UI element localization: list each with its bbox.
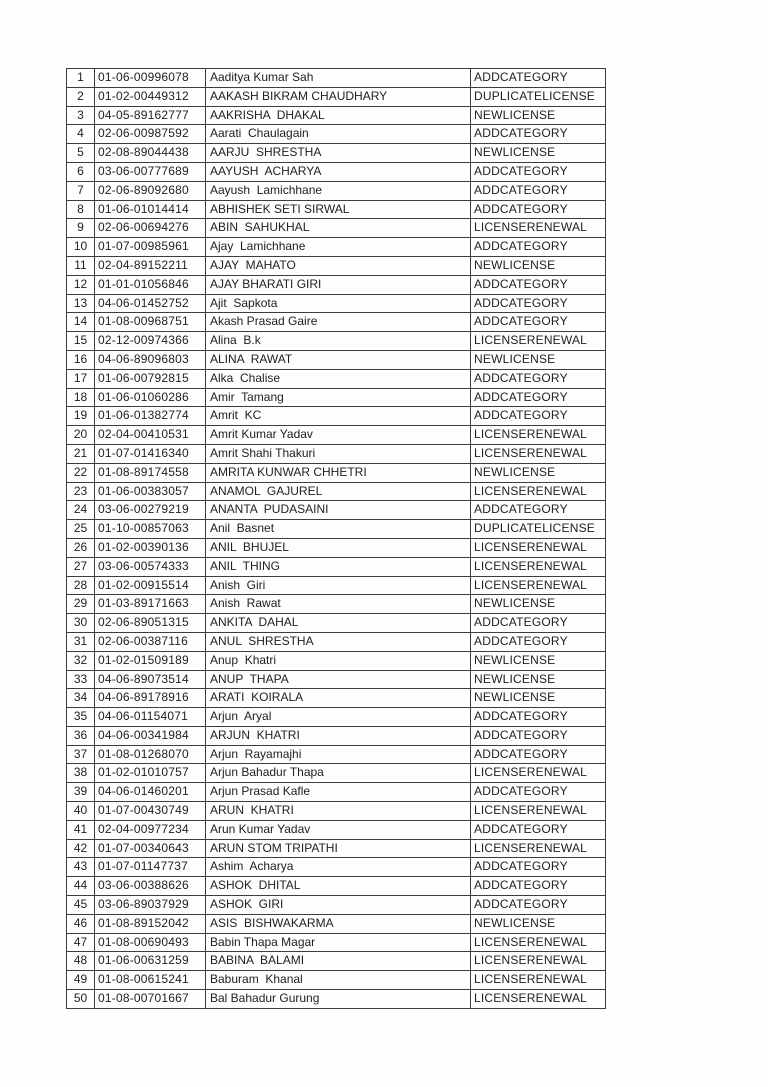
row-index: 37 [67,745,95,764]
license-id: 01-08-00615241 [95,971,206,990]
row-index: 3 [67,106,95,125]
table-row [67,369,606,388]
applicant-name: AJAY BHARATI GIRI [206,275,471,294]
application-type: LICENSERENEWAL [471,952,606,971]
applicant-name: Akash Prasad Gaire [206,313,471,332]
row-index: 46 [67,914,95,933]
license-id: 01-08-00968751 [95,313,206,332]
applicant-name: Anil Basnet [206,520,471,539]
table-row [67,896,606,915]
applicant-name: Amrit KC [206,407,471,426]
applicant-name: ASIS BISHWAKARMA [206,914,471,933]
table-row [67,444,606,463]
application-type: ADDCATEGORY [471,69,606,88]
row-index: 13 [67,294,95,313]
table-row [67,689,606,708]
applicant-name: ANANTA PUDASAINI [206,501,471,520]
row-index: 9 [67,219,95,238]
row-index: 29 [67,595,95,614]
application-type: LICENSERENEWAL [471,538,606,557]
applicant-name: Ashim Acharya [206,858,471,877]
applicant-name: Ajit Sapkota [206,294,471,313]
row-index: 33 [67,670,95,689]
table-row [67,971,606,990]
application-type: NEWLICENSE [471,256,606,275]
applicant-name: ALINA RAWAT [206,350,471,369]
table-row [67,783,606,802]
row-index: 27 [67,557,95,576]
table-row [67,407,606,426]
license-id: 02-04-00977234 [95,820,206,839]
license-id: 04-06-01460201 [95,783,206,802]
license-id: 02-06-00987592 [95,125,206,144]
applicant-name: Amrit Shahi Thakuri [206,444,471,463]
application-type: ADDCATEGORY [471,783,606,802]
application-type: ADDCATEGORY [471,877,606,896]
license-id: 01-07-00340643 [95,839,206,858]
application-type: ADDCATEGORY [471,407,606,426]
application-type: NEWLICENSE [471,463,606,482]
license-id: 01-03-89171663 [95,595,206,614]
application-type: LICENSERENEWAL [471,839,606,858]
row-index: 24 [67,501,95,520]
table-row [67,162,606,181]
table-row [67,708,606,727]
license-id: 01-06-01014414 [95,200,206,219]
row-index: 14 [67,313,95,332]
table-row [67,670,606,689]
row-index: 42 [67,839,95,858]
application-type: ADDCATEGORY [471,125,606,144]
row-index: 6 [67,162,95,181]
row-index: 45 [67,896,95,915]
license-id: 01-02-00449312 [95,87,206,106]
license-id: 04-06-89178916 [95,689,206,708]
table-row [67,181,606,200]
application-type: ADDCATEGORY [471,294,606,313]
application-type: LICENSERENEWAL [471,557,606,576]
applicant-name: ABIN SAHUKHAL [206,219,471,238]
applicant-name: AMRITA KUNWAR CHHETRI [206,463,471,482]
license-id: 01-07-00430749 [95,802,206,821]
row-index: 21 [67,444,95,463]
application-type: ADDCATEGORY [471,708,606,727]
license-id: 02-04-89152211 [95,256,206,275]
row-index: 43 [67,858,95,877]
applicant-name: ANUL SHRESTHA [206,632,471,651]
row-index: 15 [67,332,95,351]
applicant-name: ARUN KHATRI [206,802,471,821]
license-id: 01-06-00383057 [95,482,206,501]
table-row [67,745,606,764]
row-index: 49 [67,971,95,990]
application-type: LICENSERENEWAL [471,933,606,952]
application-type: NEWLICENSE [471,106,606,125]
table-row [67,106,606,125]
application-type: LICENSERENEWAL [471,764,606,783]
license-id: 01-07-01416340 [95,444,206,463]
applicant-name: Ajay Lamichhane [206,238,471,257]
license-records-table [66,68,606,1009]
license-id: 01-02-01010757 [95,764,206,783]
license-id: 01-07-01147737 [95,858,206,877]
license-id: 01-07-00985961 [95,238,206,257]
application-type: LICENSERENEWAL [471,426,606,445]
license-id: 01-06-00996078 [95,69,206,88]
table-row [67,501,606,520]
application-type: NEWLICENSE [471,595,606,614]
table-row [67,87,606,106]
license-id: 03-06-00388626 [95,877,206,896]
applicant-name: Amir Tamang [206,388,471,407]
row-index: 48 [67,952,95,971]
table-row [67,990,606,1009]
license-id: 04-06-01154071 [95,708,206,727]
license-id: 03-06-00279219 [95,501,206,520]
license-id: 03-06-00777689 [95,162,206,181]
table-row [67,839,606,858]
license-id: 03-06-89037929 [95,896,206,915]
table-row [67,933,606,952]
application-type: ADDCATEGORY [471,858,606,877]
row-index: 17 [67,369,95,388]
applicant-name: ASHOK DHITAL [206,877,471,896]
applicant-name: Arjun Bahadur Thapa [206,764,471,783]
application-type: LICENSERENEWAL [471,219,606,238]
row-index: 31 [67,632,95,651]
table-row [67,802,606,821]
applicant-name: Bal Bahadur Gurung [206,990,471,1009]
row-index: 50 [67,990,95,1009]
table-row [67,764,606,783]
license-id: 02-04-00410531 [95,426,206,445]
application-type: LICENSERENEWAL [471,332,606,351]
license-id: 02-08-89044438 [95,144,206,163]
license-id: 01-06-00792815 [95,369,206,388]
table-row [67,914,606,933]
applicant-name: Arjun Prasad Kafle [206,783,471,802]
applicant-name: Arjun Aryal [206,708,471,727]
table-row [67,538,606,557]
row-index: 41 [67,820,95,839]
license-id: 04-05-89162777 [95,106,206,125]
application-type: ADDCATEGORY [471,162,606,181]
row-index: 19 [67,407,95,426]
license-id: 01-08-00690493 [95,933,206,952]
license-id: 01-08-89174558 [95,463,206,482]
table-row [67,256,606,275]
row-index: 38 [67,764,95,783]
table-row [67,125,606,144]
applicant-name: Amrit Kumar Yadav [206,426,471,445]
table-row [67,576,606,595]
license-id: 01-06-01060286 [95,388,206,407]
license-id: 02-06-00387116 [95,632,206,651]
application-type: LICENSERENEWAL [471,802,606,821]
row-index: 34 [67,689,95,708]
table-row [67,858,606,877]
application-type: DUPLICATELICENSE [471,520,606,539]
table-row [67,520,606,539]
table-row [67,726,606,745]
table-row [67,820,606,839]
table-row [67,388,606,407]
license-id: 02-06-89051315 [95,614,206,633]
license-id: 02-06-00694276 [95,219,206,238]
applicant-name: Aaditya Kumar Sah [206,69,471,88]
application-type: LICENSERENEWAL [471,971,606,990]
table-row [67,595,606,614]
applicant-name: ANIL BHUJEL [206,538,471,557]
row-index: 4 [67,125,95,144]
application-type: ADDCATEGORY [471,369,606,388]
applicant-name: ARJUN KHATRI [206,726,471,745]
application-type: ADDCATEGORY [471,501,606,520]
application-type: ADDCATEGORY [471,896,606,915]
row-index: 28 [67,576,95,595]
application-type: ADDCATEGORY [471,313,606,332]
table-row [67,69,606,88]
applicant-name: Arun Kumar Yadav [206,820,471,839]
license-id: 04-06-89073514 [95,670,206,689]
applicant-name: Aayush Lamichhane [206,181,471,200]
row-index: 35 [67,708,95,727]
row-index: 23 [67,482,95,501]
application-type: NEWLICENSE [471,670,606,689]
row-index: 12 [67,275,95,294]
row-index: 5 [67,144,95,163]
license-id: 04-06-01452752 [95,294,206,313]
license-id: 01-02-00915514 [95,576,206,595]
application-type: LICENSERENEWAL [471,482,606,501]
license-id: 01-01-01056846 [95,275,206,294]
application-type: NEWLICENSE [471,350,606,369]
application-type: LICENSERENEWAL [471,990,606,1009]
application-type: ADDCATEGORY [471,820,606,839]
license-id: 01-08-01268070 [95,745,206,764]
application-type: NEWLICENSE [471,651,606,670]
table-row [67,238,606,257]
row-index: 8 [67,200,95,219]
row-index: 36 [67,726,95,745]
table-row [67,952,606,971]
table-row [67,614,606,633]
license-id: 03-06-00574333 [95,557,206,576]
table-row [67,294,606,313]
table-row [67,877,606,896]
license-id: 01-06-00631259 [95,952,206,971]
row-index: 22 [67,463,95,482]
applicant-name: Anish Giri [206,576,471,595]
row-index: 7 [67,181,95,200]
applicant-name: Arjun Rayamajhi [206,745,471,764]
table-row [67,332,606,351]
row-index: 10 [67,238,95,257]
applicant-name: ANKITA DAHAL [206,614,471,633]
application-type: ADDCATEGORY [471,388,606,407]
license-id: 01-08-00701667 [95,990,206,1009]
table-row [67,463,606,482]
application-type: ADDCATEGORY [471,745,606,764]
row-index: 44 [67,877,95,896]
row-index: 32 [67,651,95,670]
applicant-name: Alka Chalise [206,369,471,388]
row-index: 25 [67,520,95,539]
applicant-name: Baburam Khanal [206,971,471,990]
row-index: 1 [67,69,95,88]
applicant-name: BABINA BALAMI [206,952,471,971]
table-row [67,350,606,369]
row-index: 39 [67,783,95,802]
license-id: 01-10-00857063 [95,520,206,539]
applicant-name: ABHISHEK SETI SIRWAL [206,200,471,219]
row-index: 16 [67,350,95,369]
application-type: LICENSERENEWAL [471,444,606,463]
table-row [67,482,606,501]
applicant-name: ANIL THING [206,557,471,576]
application-type: ADDCATEGORY [471,632,606,651]
applicant-name: ARUN STOM TRIPATHI [206,839,471,858]
license-id: 04-06-89096803 [95,350,206,369]
application-type: LICENSERENEWAL [471,576,606,595]
license-id: 01-02-01509189 [95,651,206,670]
applicant-name: ANUP THAPA [206,670,471,689]
records-table-body [67,69,606,1009]
application-type: ADDCATEGORY [471,238,606,257]
application-type: ADDCATEGORY [471,614,606,633]
application-type: ADDCATEGORY [471,275,606,294]
applicant-name: AAYUSH ACHARYA [206,162,471,181]
row-index: 18 [67,388,95,407]
table-row [67,313,606,332]
table-row [67,557,606,576]
applicant-name: AARJU SHRESTHA [206,144,471,163]
license-id: 02-06-89092680 [95,181,206,200]
application-type: DUPLICATELICENSE [471,87,606,106]
license-id: 02-12-00974366 [95,332,206,351]
applicant-name: Babin Thapa Magar [206,933,471,952]
row-index: 26 [67,538,95,557]
application-type: ADDCATEGORY [471,726,606,745]
applicant-name: ASHOK GIRI [206,896,471,915]
row-index: 30 [67,614,95,633]
row-index: 20 [67,426,95,445]
license-id: 01-02-00390136 [95,538,206,557]
table-row [67,275,606,294]
application-type: ADDCATEGORY [471,181,606,200]
applicant-name: Anish Rawat [206,595,471,614]
applicant-name: AAKRISHA DHAKAL [206,106,471,125]
application-type: NEWLICENSE [471,914,606,933]
applicant-name: AJAY MAHATO [206,256,471,275]
table-row [67,426,606,445]
applicant-name: Anup Khatri [206,651,471,670]
row-index: 47 [67,933,95,952]
applicant-name: Alina B.k [206,332,471,351]
table-row [67,200,606,219]
applicant-name: ARATI KOIRALA [206,689,471,708]
license-id: 01-06-01382774 [95,407,206,426]
application-type: NEWLICENSE [471,144,606,163]
application-type: NEWLICENSE [471,689,606,708]
table-row [67,219,606,238]
license-id: 04-06-00341984 [95,726,206,745]
table-row [67,632,606,651]
row-index: 11 [67,256,95,275]
row-index: 2 [67,87,95,106]
applicant-name: Aarati Chaulagain [206,125,471,144]
row-index: 40 [67,802,95,821]
applicant-name: AAKASH BIKRAM CHAUDHARY [206,87,471,106]
applicant-name: ANAMOL GAJUREL [206,482,471,501]
table-row [67,651,606,670]
license-id: 01-08-89152042 [95,914,206,933]
application-type: ADDCATEGORY [471,200,606,219]
table-row [67,144,606,163]
